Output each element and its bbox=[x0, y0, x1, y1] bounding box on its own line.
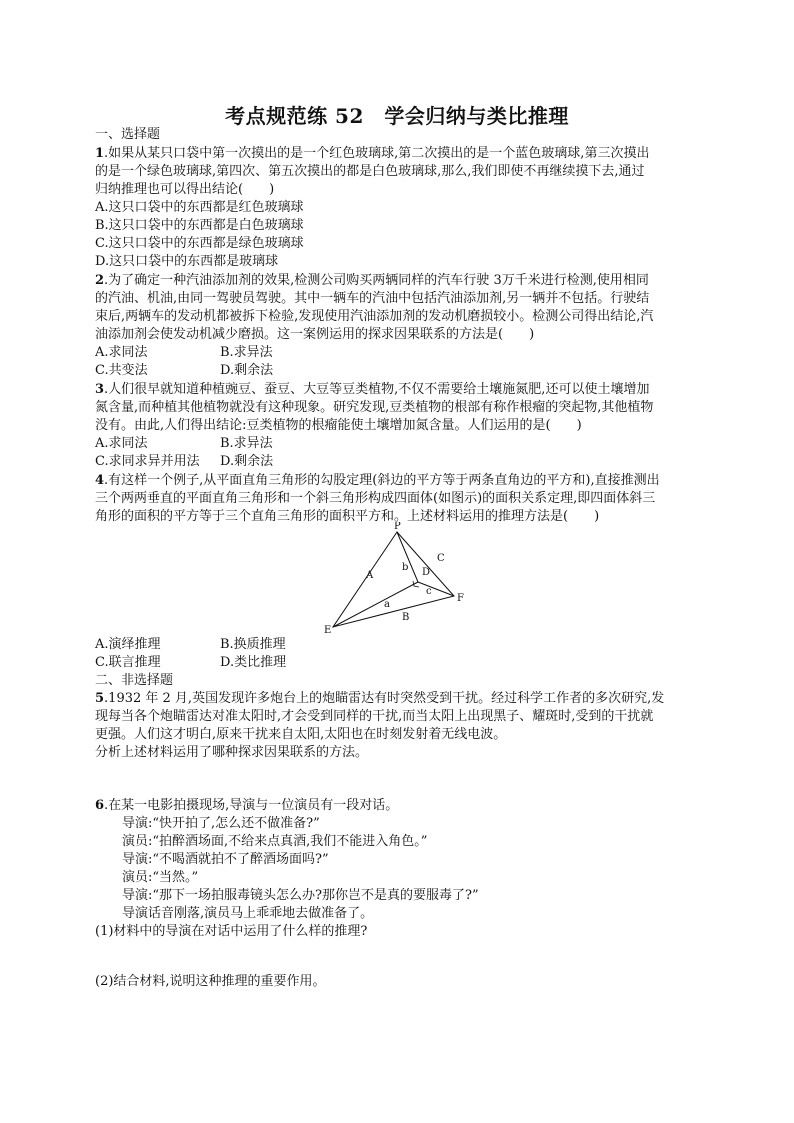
q2-line-3: 束后,两辆车的发动机都被拆下检验,发现使用汽油添加剂的发动机磨损较小。检测公司得出结论,汽 bbox=[95, 309, 654, 324]
label-c-face: C bbox=[437, 553, 445, 564]
q5-line-2: 现每当各个炮瞄雷达对准太阳时,才会受到同样的干扰,而当太阳上出现黑子、耀斑时,受到的干扰就 bbox=[95, 709, 654, 724]
q2-line-1 bbox=[95, 272, 649, 289]
q1-option-c: C.这只口袋中的东西都是绿色玻璃球 bbox=[95, 236, 304, 251]
edge-pd bbox=[397, 532, 418, 582]
q2-text-1: .为了确定一种汽油添加剂的效果,检测公司购买两辆同样的汽车行驶 3万千米进行检测,使用相同 bbox=[104, 273, 649, 288]
q6-dialogue-6: 导演话音刚落,演员马上乖乖地去做准备了。 bbox=[122, 906, 374, 921]
q2-option-b: B.求异法 bbox=[220, 345, 273, 360]
q4-number: 4 bbox=[95, 473, 105, 488]
q5-text-1: .1932 年 2 月,英国发现许多炮台上的炮瞄雷达有时突然受到干扰。经过科学工作者的多次研究,发 bbox=[104, 691, 665, 706]
section-heading-nonchoice: 二、非选择题 bbox=[95, 673, 174, 688]
label-c-edge: c bbox=[426, 586, 432, 597]
q1-option-d: D.这只口袋中的东西都是玻璃球 bbox=[95, 254, 279, 269]
label-p: P bbox=[394, 522, 401, 532]
q6-dialogue-3: 导演:“不喝酒就拍不了醉酒场面吗?” bbox=[122, 852, 329, 867]
q2-option-c: C.共变法 bbox=[95, 363, 148, 378]
tetrahedron-outer-triangle bbox=[333, 532, 454, 627]
q3-text-1: .人们很早就知道种植豌豆、蚕豆、大豆等豆类植物,不仅不需要给土壤施氮肥,还可以使土壤增加 bbox=[104, 382, 650, 397]
q6-dialogue-4: 演员:“当然。” bbox=[122, 870, 199, 885]
q4-option-b: B.换质推理 bbox=[220, 637, 286, 652]
q1-line-2: 的是一个绿色玻璃球,第四次、第五次摸出的都是白色玻璃球,那么,我们即使不再继续摸下去,通过 bbox=[95, 164, 645, 179]
q3-line-1 bbox=[95, 381, 649, 398]
label-d: D bbox=[422, 567, 431, 578]
q6-subquestion-1: (1)材料中的导演在对话中运用了什么样的推理? bbox=[95, 924, 368, 939]
q1-option-a: A.这只口袋中的东西都是红色玻璃球 bbox=[95, 200, 304, 215]
q2-option-d: D.剩余法 bbox=[220, 363, 274, 378]
label-f: F bbox=[457, 593, 464, 604]
label-a-face: A bbox=[366, 570, 374, 581]
q4-line-2: 三个两两垂直的平面直角三角形和一个斜三角形构成四面体(如图示)的面积关系定理,即四面体斜三 bbox=[95, 491, 656, 506]
q3-option-c: C.求同求异并用法 bbox=[95, 454, 200, 469]
q1-line-1 bbox=[95, 145, 649, 162]
q3-option-b: B.求异法 bbox=[220, 436, 273, 451]
q2-line-2: 的汽油、机油,由同一驾驶员驾驶。其中一辆车的汽油中包括汽油添加剂,另一辆并不包括。行驶结 bbox=[95, 291, 650, 306]
q6-subquestion-2: (2)结合材料,说明这种推理的重要作用。 bbox=[95, 974, 326, 989]
q4-text-1: .有这样一个例子,从平面直角三角形的勾股定理(斜边的平方等于两条直角边的平方和),直接推测出 bbox=[104, 473, 660, 488]
q3-line-3: 没有。由此,人们得出结论:豆类植物的根瘤能使土壤增加氮含量。人们运用的是( ) bbox=[95, 418, 582, 433]
q4-line-3: 角形的面积的平方等于三个直角三角形的面积平方和。上述材料运用的推理方法是( ) bbox=[95, 509, 600, 524]
q6-intro-text: .在某一电影拍摄现场,导演与一位演员有一段对话。 bbox=[104, 798, 399, 813]
edge-df bbox=[418, 582, 454, 596]
q4-option-d: D.类比推理 bbox=[220, 655, 287, 670]
q4-option-c: C.联言推理 bbox=[95, 655, 161, 670]
q6-dialogue-2: 演员:“拍醉酒场面,不给来点真酒,我们不能进入角色。” bbox=[122, 834, 428, 849]
q2-number: 2 bbox=[95, 273, 105, 288]
tetrahedron-figure bbox=[320, 522, 480, 634]
q4-line-1 bbox=[95, 472, 660, 489]
section-heading-choice: 一、选择题 bbox=[95, 127, 161, 142]
q5-number: 5 bbox=[95, 691, 105, 706]
q5-line-3: 更强。人们这才明白,原来干扰来自太阳,太阳也在时刻发射着无线电波。 bbox=[95, 727, 507, 742]
q6-intro bbox=[95, 797, 398, 814]
q6-dialogue-5: 导演:“那下一场拍服毒镜头怎么办?那你岂不是真的要服毒了?” bbox=[122, 888, 479, 903]
q3-line-2: 氮含量,而种植其他植物就没有这种现象。研究发现,豆类植物的根部有称作根瘤的突起物,其他植物 bbox=[95, 400, 654, 415]
q5-line-1 bbox=[95, 690, 664, 707]
q5-question: 分析上述材料运用了哪种探求因果联系的方法。 bbox=[95, 745, 369, 760]
q6-dialogue-1: 导演:“快开拍了,怎么还不做准备?” bbox=[122, 816, 320, 831]
q1-text-1: .如果从某只口袋中第一次摸出的是一个红色玻璃球,第二次摸出的是一个蓝色玻璃球,第三次摸出 bbox=[104, 146, 650, 161]
q3-option-a: A.求同法 bbox=[95, 436, 148, 451]
q2-option-a: A.求同法 bbox=[95, 345, 148, 360]
q3-option-d: D.剩余法 bbox=[220, 454, 274, 469]
label-b-edge: b bbox=[402, 562, 409, 573]
label-e: E bbox=[324, 625, 332, 634]
q1-option-b: B.这只口袋中的东西都是白色玻璃球 bbox=[95, 218, 304, 233]
q3-number: 3 bbox=[95, 382, 105, 397]
label-b-face: B bbox=[402, 612, 410, 623]
page-title: 考点规范练 52 学会归纳与类比推理 bbox=[225, 104, 569, 128]
q1-number: 1 bbox=[95, 146, 105, 161]
q2-line-4: 油添加剂会使发动机减少磨损。这一案例运用的探求因果联系的方法是( ) bbox=[95, 327, 535, 342]
q6-number: 6 bbox=[95, 798, 105, 813]
q1-line-3: 归纳推理也可以得出结论( ) bbox=[95, 182, 275, 197]
q4-option-a: A.演绎推理 bbox=[95, 637, 161, 652]
label-a-edge: a bbox=[384, 599, 390, 610]
